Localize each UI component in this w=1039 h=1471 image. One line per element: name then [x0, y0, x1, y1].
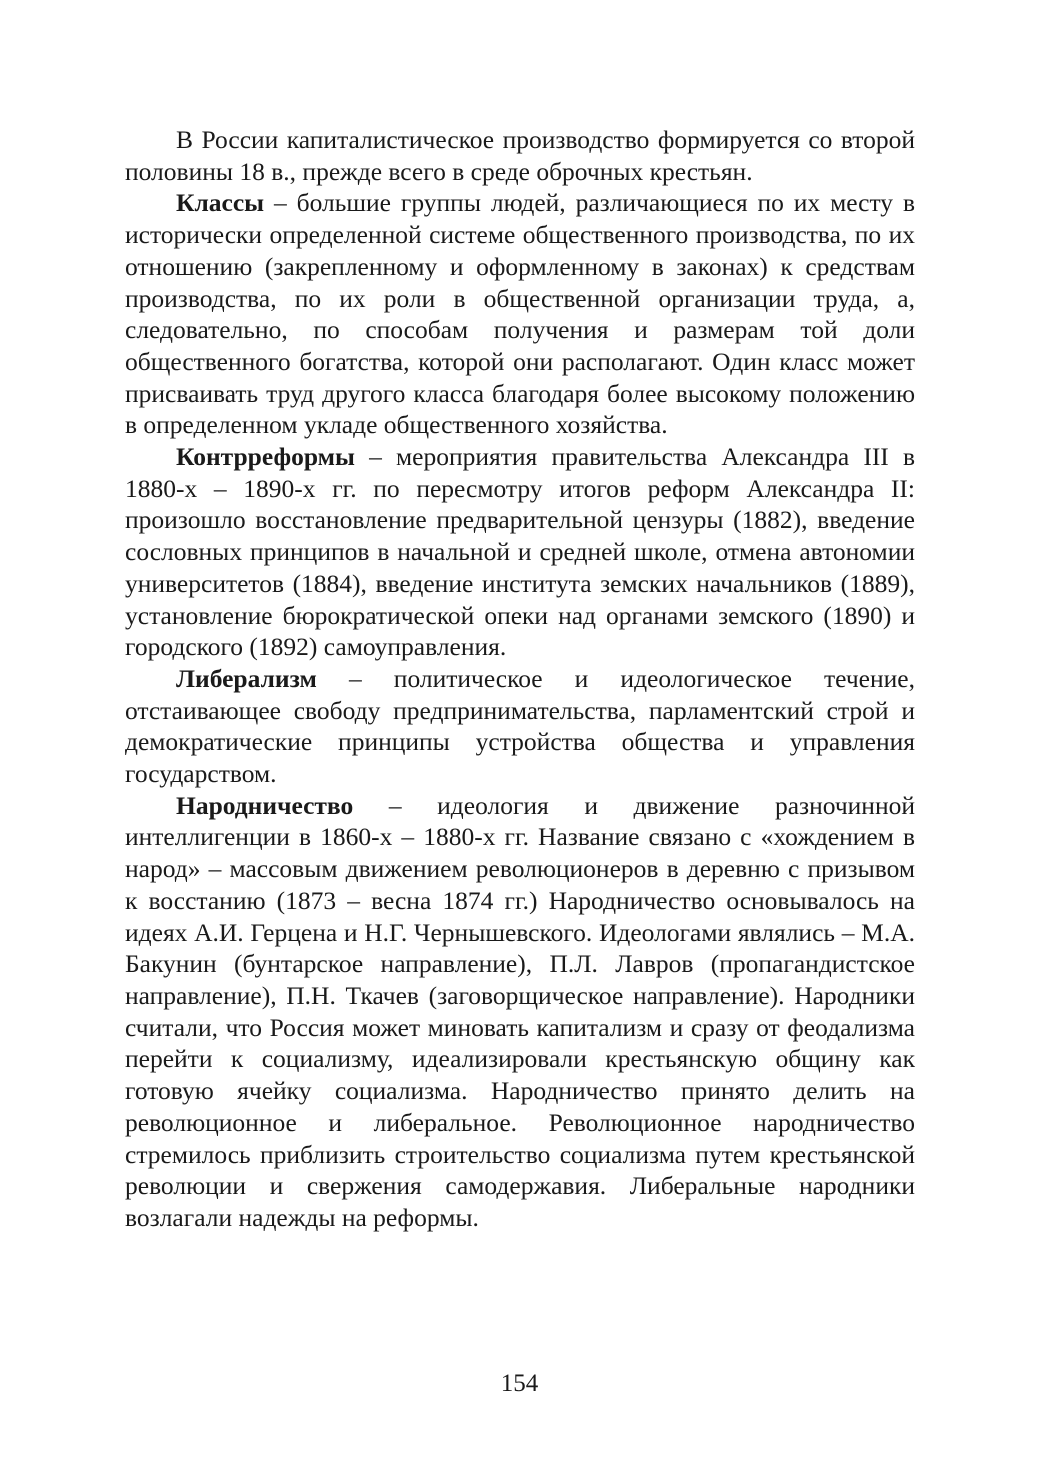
definition-liberalism: – политическое и идеологическое течение, отстаивающее свободу предпринимательства, парламентский строй и демократические принципы устройства общества и управления государством. [125, 663, 915, 789]
paragraph-text: В России капиталистическое производство формируется со второй половины 18 в., прежде всего в среде оброчных крестьян. [125, 125, 915, 186]
page-body [125, 124, 915, 1234]
term-counterreforms: Контрреформы [176, 442, 355, 472]
paragraph-populism [125, 790, 915, 1234]
page-number: 154 [500, 1370, 539, 1397]
definition-populism: – идеология и движение разночинной интеллигенции в 1860-х – 1880-х гг. Название связано с «хождением в народ» – массовым движением революционеров в деревню с призывом к восстанию (1873 – весна 1874 гг.) Народничество основывалось на идеях А.И. Герцена и Н.Г. Чернышевского. Идеологами являлись – М.А. Бакунин (бунтарское направление), П.Л. Лавров (пропагандистское направление), П.Н. Ткачев (заговорщическое направление). Народники считали, что Россия может миновать капитализм и сразу от феодализма перейти к социализму, идеализировали крестьянскую общину как готовую ячейку социализма. Народничество принято делить на революционное и либеральное. Революционное народничество стремилось приблизить строительство социализма путем крестьянской революции и свержения самодержавия. Либеральные народники возлагали надежды на реформы. [125, 790, 915, 1232]
definition-classes: – большие группы людей, различающиеся по их месту в исторически определенной системе общественного производства, по их отношению (закрепленному и оформленному в законах) к средствам производства, по их роли в общественной организации труда, а, следовательно, по способам получения и размерам той доли общественного богатства, которой они располагают. Один класс может присваивать труд другого класса благодаря более высокому положению в определенном укладе общественного хозяйства. [125, 188, 915, 440]
paragraph-capitalism [125, 124, 915, 187]
term-liberalism: Либерализм [176, 663, 317, 693]
term-classes: Классы [176, 188, 265, 218]
paragraph-classes [125, 187, 915, 441]
paragraph-counterreforms [125, 441, 915, 663]
term-populism: Народничество [176, 790, 354, 820]
paragraph-liberalism [125, 663, 915, 790]
definition-counterreforms: – мероприятия правительства Александра III в 1880-х – 1890-х гг. по пересмотру итогов реформ Александра II: произошло восстановление предварительной цензуры (1882), введение сословных принципов в начальной и средней школе, отмена автономии университетов (1884), введение института земских начальников (1889), установление бюрократической опеки над органами земского (1890) и городского (1892) самоуправления. [125, 442, 915, 662]
